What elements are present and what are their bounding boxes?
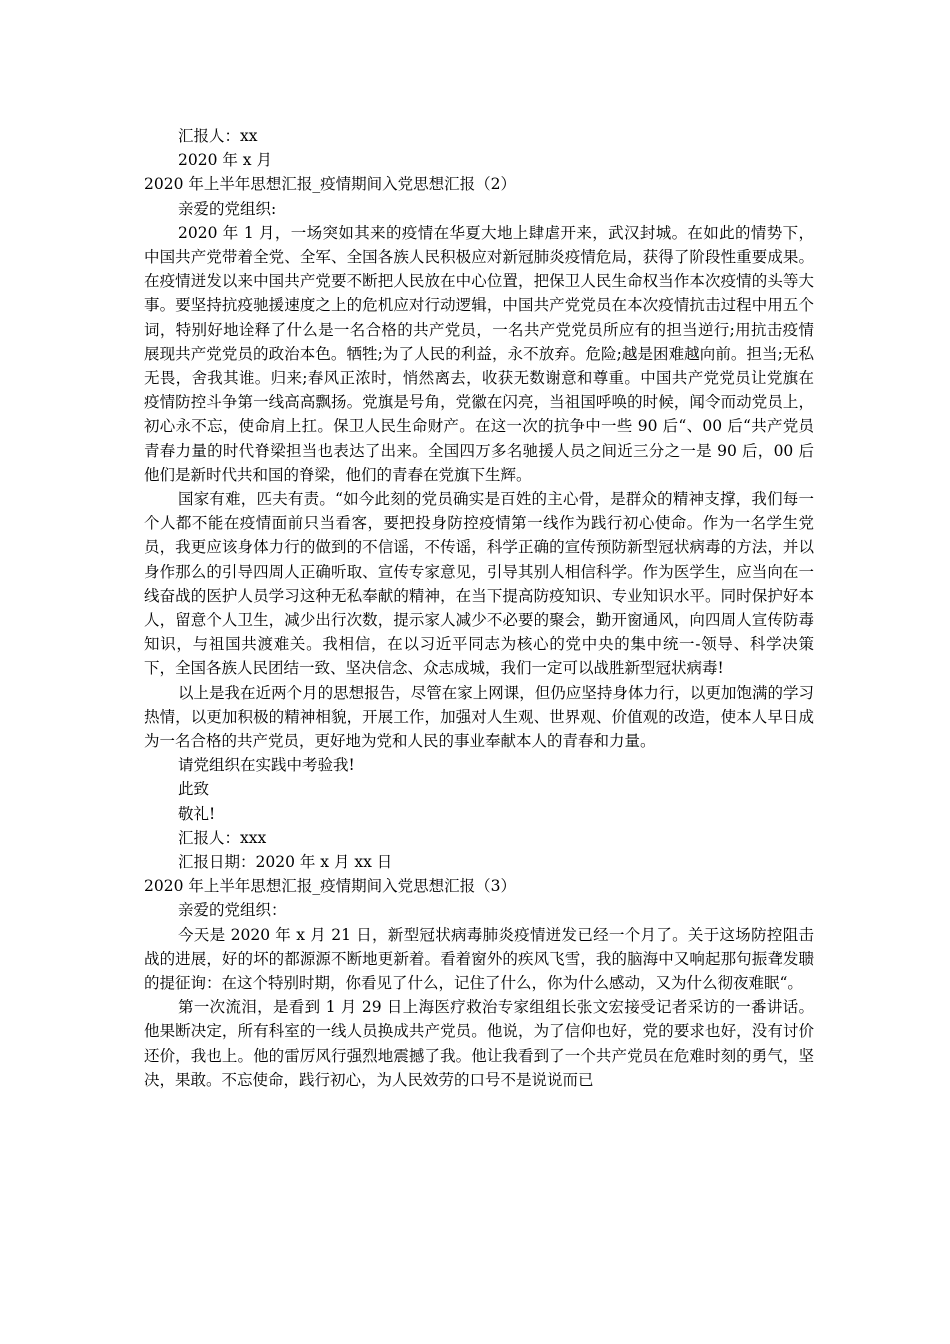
salutation: 亲爱的党组织： (178, 901, 287, 920)
signed-date-line: 汇报日期：2020 年 x 月 xx 日 (178, 852, 393, 871)
paragraph: 2020 年 1 月，一场突如其来的疫情在华夏大地上肆虐开来，武汉封城。在如此的情势下，中国共产党带着全党、全军、全国各族人民积极应对新冠肺炎疫情危局，获得了阶段性重要成果。在疫情迸发以来中国共产党要不断把人民放在中心位置，把保卫人民生命权当作本次疫情的头等大事。要坚持抗疫驰援速度之上的危机应对行动逻辑，中国共产党党员在本次疫情抗击过程中用五个词，特别好地诠释了什么是一名合格的共产党员，一名共产党党员所应有的担当逆行;用抗击疫情展现共产党党员的政治本色。牺牲;为了人民的利益，永不放弃。危险;越是困难越向前。担当;无私无畏，舍我其谁。归来;春风正浓时，悄然离去，收获无数谢意和尊重。中国共产党党员让党旗在疫情防控斗争第一线高高飘扬。党旗是号角，党徽在闪亮，当祖国呼唤的时候，闻令而动党员上，初心永不忘，使命肩上扛。保卫人民生命财产。在这一次的抗争中一些 90 后“、00 后“共产党员青春力量的时代脊梁担当也表达了出来。全国四万多名驰援人员之间近三分之一是 90 后，00 后他们是新时代共和国的脊梁，他们的青春在党旗下生辉。 (144, 223, 814, 484)
section-title: 2020 年上半年思想汇报_疫情期间入党思想汇报（2） (144, 175, 516, 194)
closing-line: 请党组织在实践中考验我! (178, 756, 355, 775)
paragraph: 第一次流泪，是看到 1 月 29 日上海医疗救治专家组组长张文宏接受记者采访的一番讲话。他果断决定，所有科室的一线人员换成共产党员。他说，为了信仰也好，党的要求也好，没有讨价还价，我也上。他的雷厉风行强烈地震撼了我。他让我看到了一个共产党员在危难时刻的勇气，坚决，果敢。不忘使命，践行初心，为人民效劳的口号不是说说而已 (144, 998, 814, 1089)
regards-line: 敬礼! (178, 804, 216, 823)
paragraph: 国家有难，匹夫有责。“如今此刻的党员确实是百姓的主心骨，是群众的精神支撑，我们每一个人都不能在疫情面前只当看客，要把投身防控疫情第一线作为践行初心使命。作为一名学生党员，我更应该身体力行的做到的不信谣，不传谣，科学正确的宣传预防新型冠状病毒的方法，并以身作那么的引导四周人正确听取、宣传专家意见，引导其别人相信科学。作为医学生，应当向在一线奋战的医护人员学习这种无私奉献的精神，在当下提高防疫知识、专业知识水平。同时保护好本人，留意个人卫生，减少出行次数，提示家人减少不必要的聚会，勤开窗通风，向四周人宣传防毒知识，与祖国共渡难关。我相信，在以习近平同志为核心的党中央的集中统一-领导、科学决策下，全国各族人民团结一致、坚决信念、众志成城，我们一定可以战胜新型冠状病毒! (144, 489, 814, 678)
salutation: 亲爱的党组织: (178, 199, 277, 218)
paragraph: 今天是 2020 年 x 月 21 日，新型冠状病毒肺炎疫情迸发已经一个月了。关于这场防控阻击战的进展，好的坏的都源源不断地更新着。看着窗外的疾风飞雪，我的脑海中又响起那句振聋发聩的提征询：在这个特别时期，你看见了什么，记住了什么，你为什么感动，又为什么彻夜难眠“。 (144, 925, 814, 992)
regards-line: 此致 (178, 780, 210, 799)
document-page (144, 124, 814, 1092)
report-date-line: 2020 年 x 月 (178, 151, 272, 170)
signer-line: 汇报人：xxx (178, 828, 267, 847)
section-title: 2020 年上半年思想汇报_疫情期间入党思想汇报（3） (144, 877, 516, 896)
paragraph: 以上是我在近两个月的思想报告，尽管在家上网课，但仍应坚持身体力行，以更加饱满的学习热情，以更加积极的精神相貌，开展工作，加强对人生观、世界观、价值观的改造，使本人早日成为一名合格的共产党员，更好地为党和人民的事业奉献本人的青春和力量。 (144, 683, 814, 751)
reporter-line: 汇报人：xx (178, 127, 258, 145)
